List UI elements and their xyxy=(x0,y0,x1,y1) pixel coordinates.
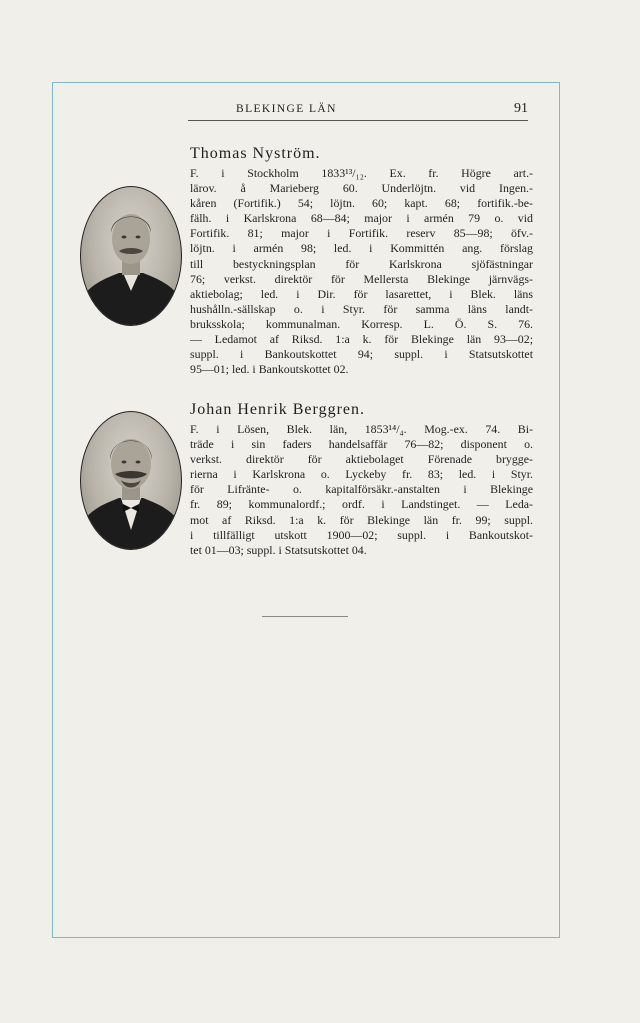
bio-line: lärov. å Marieberg 60. Underlöjtn. vid Ingen.- xyxy=(190,181,533,196)
bio-line: suppl. i Bankoutskottet 94; suppl. i Statsutskottet xyxy=(190,347,533,362)
bio-line: Fortifik. 81; major i Fortifik. reserv 85—98; öfv.- xyxy=(190,226,533,241)
running-header xyxy=(188,103,528,121)
entry-name: Thomas Nyström. xyxy=(190,145,321,162)
bio-line: F. i Lösen, Blek. län, 1853¹⁴/₄. Mog.-ex. 74. Bi- xyxy=(190,422,533,436)
bio-line: — Ledamot af Riksd. 1:a k. för Blekinge län 93—02; xyxy=(190,332,533,347)
bio-line: tet 01—03; suppl. i Statsutskottet 04. xyxy=(190,542,367,557)
entry-biography xyxy=(190,422,533,558)
bio-line: aktiebolag; led. i Dir. för lasarettet, i Blek. läns xyxy=(190,286,533,301)
bio-line: fr. 89; kommunalordf.; ordf. i Landstinget. — Leda- xyxy=(190,497,533,512)
header-rule xyxy=(188,120,528,121)
bio-line: träde i sin faders handelsaffär 76—82; disponent o. xyxy=(190,437,533,452)
bio-line: mot af Riksd. 1:a k. för Blekinge län fr. 99; suppl. xyxy=(190,512,533,527)
entry-name: Johan Henrik Berggren. xyxy=(190,401,365,418)
bio-line: i tillfälligt utskott 1900—02; suppl. i Bankoutskot- xyxy=(190,527,533,542)
portrait-thomas-nystrom xyxy=(80,186,182,326)
bio-line: 76; verkst. direktör för Mellersta Blekinge järnvägs- xyxy=(190,271,533,286)
bio-line: till bestyckningsplan för Karlskrona sjöfästningar xyxy=(190,256,533,271)
section-end-rule xyxy=(262,616,348,617)
bio-line: rierna i Karlskrona o. Lyckeby fr. 83; led. i Styr. xyxy=(190,467,533,482)
portrait-johan-henrik-berggren xyxy=(80,411,182,550)
bio-line: hushålln.-sällskap o. i Styr. för samma läns landt- xyxy=(190,301,533,316)
entry-biography xyxy=(190,166,533,377)
bio-line: bruksskola; kommunalman. Korresp. L. Ö. S. 76. xyxy=(190,316,533,331)
page-number: 91 xyxy=(514,101,528,116)
bio-line: kåren (Fortifik.) 54; löjtn. 60; kapt. 68; fortifik.-be- xyxy=(190,196,533,211)
bio-line: fälh. i Karlskrona 68—84; major i armén 79 o. vid xyxy=(190,211,533,226)
bio-line: F. i Stockholm 1833¹³/₁₂. Ex. fr. Högre art.- xyxy=(190,166,533,180)
bio-line: 95—01; led. i Bankoutskottet 02. xyxy=(190,362,349,377)
bio-line: verkst. direktör för aktiebolaget Förenade brygge- xyxy=(190,452,533,467)
running-title: BLEKINGE LÄN xyxy=(236,103,337,115)
bio-line: löjtn. i armén 98; led. i Kommittén ang. förslag xyxy=(190,241,533,256)
bio-line: för Lifränte- o. kapitalförsäkr.-anstalten i Blekinge xyxy=(190,482,533,497)
